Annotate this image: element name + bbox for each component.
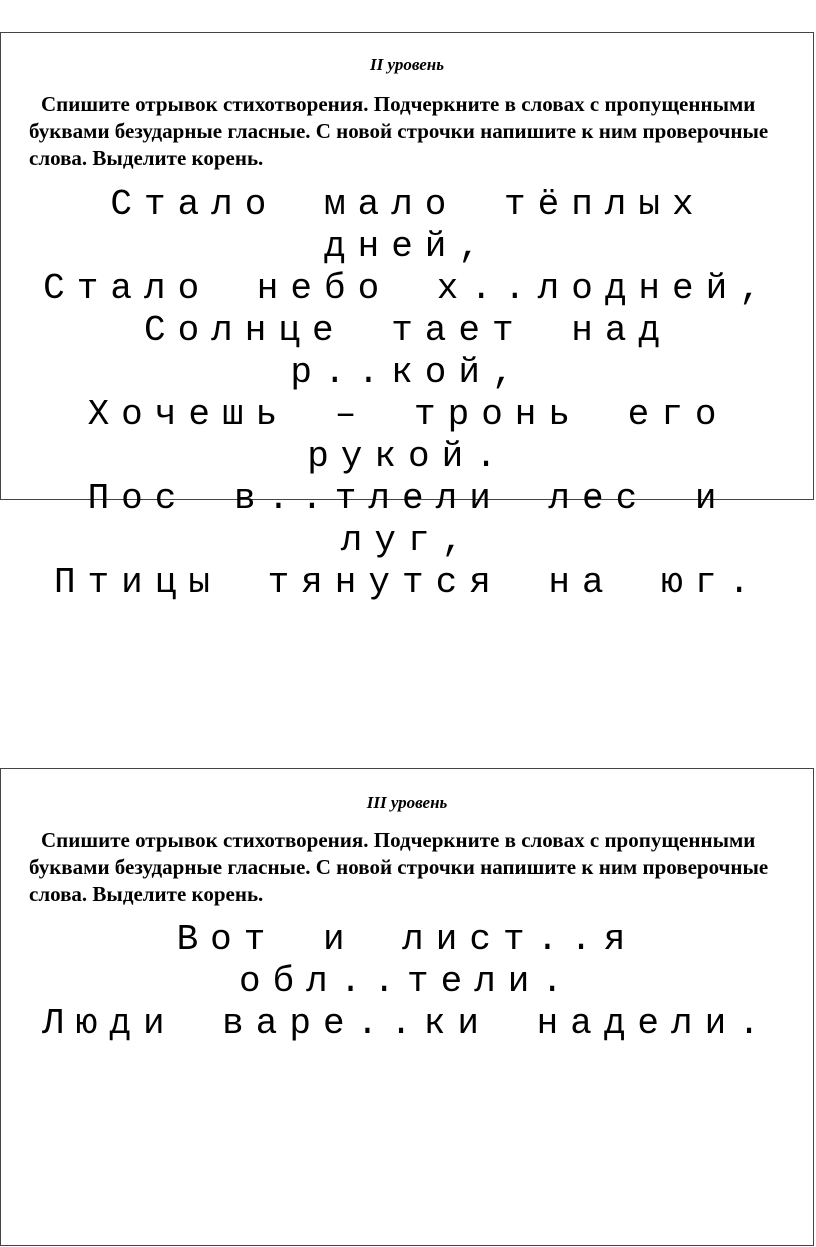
task-card-level-3 (0, 768, 814, 1246)
poem-line: Люди варе..ки надели. (42, 1003, 772, 1044)
task-instruction: Спишите отрывок стихотворения. Подчеркните в словах с пропущенными буквами безударные гласные. С новой строчки напишите к ним проверочные слова. Выделите корень. (29, 828, 769, 906)
level-title: III уровень (366, 793, 448, 812)
poem-line: Вот и лист..я обл..тели. (176, 919, 638, 1002)
level-title: II уровень (370, 55, 444, 74)
poem-line: Хочешь – тронь его рукой. (87, 394, 729, 477)
poem-line: Птицы тянутся на юг. (53, 562, 763, 603)
poem-excerpt-level-3 (21, 919, 793, 1045)
poem-line: Стало мало тёплых дней, (110, 184, 706, 267)
poem-line: Пос в..тлели лес и луг, (87, 478, 729, 561)
poem-excerpt-level-2 (20, 184, 796, 604)
poem-line: Стало небо х..лодней, (43, 268, 773, 309)
task-instruction: Спишите отрывок стихотворения. Подчеркните в словах с пропущенными буквами безударные гласные. С новой строчки напишите к ним проверочные слова. Выделите корень. (29, 92, 769, 170)
poem-line: Солнце тает над р..кой, (143, 310, 673, 393)
